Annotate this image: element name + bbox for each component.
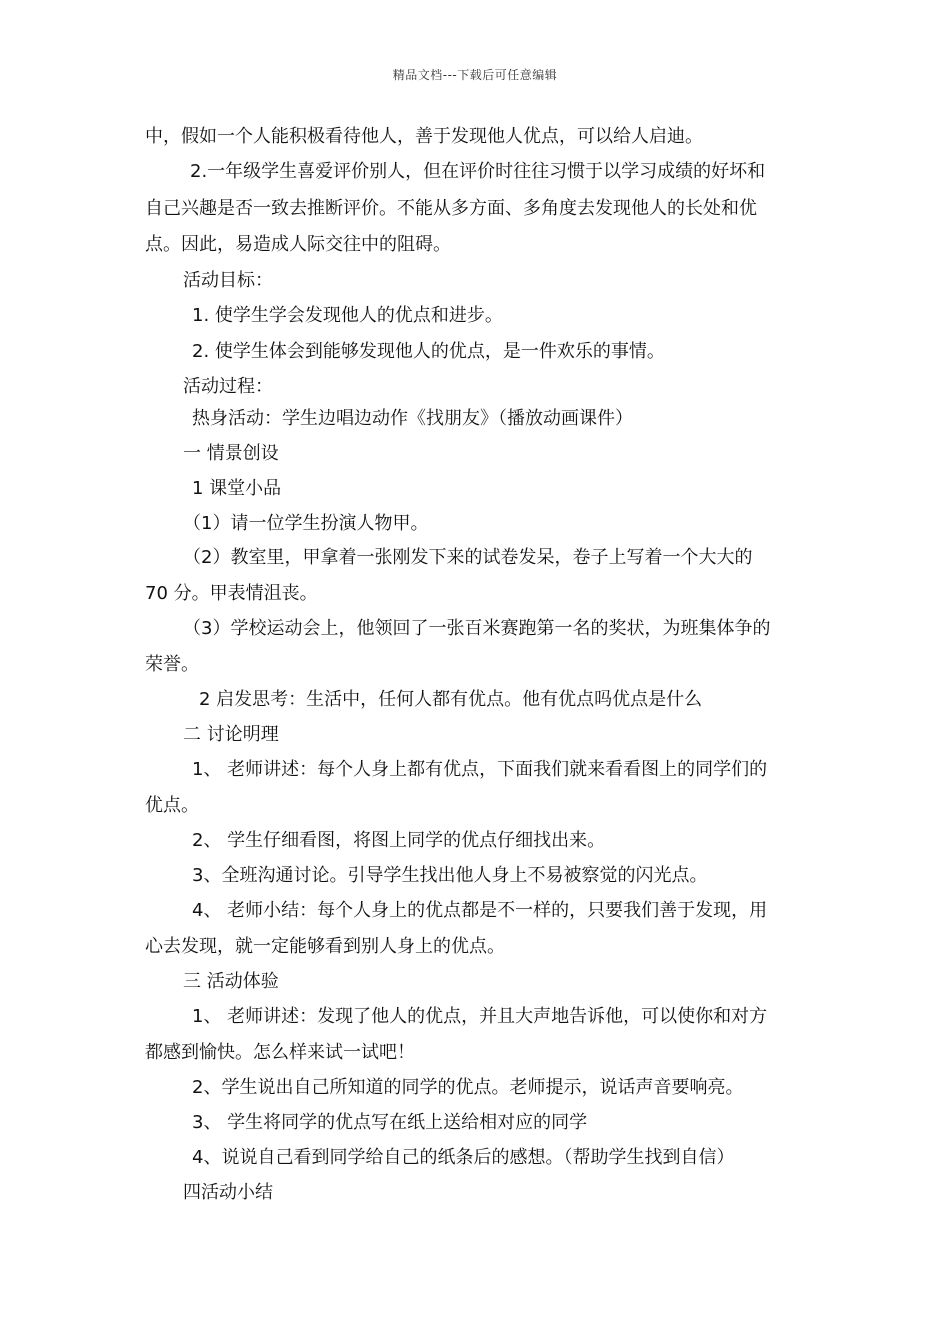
section-heading: 四活动小结 [183,1182,273,1203]
list-item: 1、 老师讲述：每个人身上都有优点，下面我们就来看看图上的同学们的 [192,759,768,780]
section-heading: 二 讨论明理 [183,724,279,745]
section-heading: 一 情景创设 [183,443,279,464]
paragraph-line: 荣誉。 [145,654,199,675]
list-item: 2、学生说出自己所知道的同学的优点。老师提示，说话声音要响亮。 [192,1077,744,1098]
subsection-heading: 1 课堂小品 [192,478,282,499]
paragraph-line: 点。因此，易造成人际交往中的阻碍。 [145,234,451,255]
paragraph-line: 自己兴趣是否一致去推断评价。不能从多方面、多角度去发现他人的长处和优 [145,198,757,219]
paragraph-line: 优点。 [145,795,199,816]
list-item: 3、全班沟通讨论。引导学生找出他人身上不易被察觉的闪光点。 [192,865,708,886]
section-label: 活动过程： [183,376,273,397]
section-label: 活动目标： [183,270,273,291]
list-item: 4、 老师小结：每个人身上的优点都是不一样的，只要我们善于发现，用 [192,900,768,921]
list-item: 4、说说自己看到同学给自己的纸条后的感想。（帮助学生找到自信） [192,1147,735,1168]
page-header: 精品文档---下载后可任意编辑 [392,68,558,82]
subsection-heading: 2 启发思考：生活中，任何人都有优点。他有优点吗优点是什么 [199,689,703,710]
paragraph-line: 70 分。甲表情沮丧。 [145,583,318,604]
paragraph-line: 热身活动：学生边唱边动作《找朋友》（播放动画课件） [192,408,633,429]
list-item: 2、 学生仔细看图，将图上同学的优点仔细找出来。 [192,830,606,851]
section-heading: 三 活动体验 [183,971,279,992]
paragraph-line: 中，假如一个人能积极看待他人，善于发现他人优点，可以给人启迪。 [145,126,703,147]
list-item: 2. 使学生体会到能够发现他人的优点，是一件欢乐的事情。 [192,341,665,362]
list-item: 3、 学生将同学的优点写在纸上送给相对应的同学 [192,1112,588,1133]
paragraph-line: 2.一年级学生喜爱评价别人，但在评价时往往习惯于以学习成绩的好坏和 [190,161,766,182]
paragraph-line: 心去发现，就一定能够看到别人身上的优点。 [145,936,505,957]
list-item: （1）请一位学生扮演人物甲。 [183,513,429,534]
list-item: （3）学校运动会上，他领回了一张百米赛跑第一名的奖状，为班集体争的 [183,618,771,639]
list-item: 1、 老师讲述：发现了他人的优点，并且大声地告诉他，可以使你和对方 [192,1006,768,1027]
list-item: （2）教室里，甲拿着一张刚发下来的试卷发呆，卷子上写着一个大大的 [183,547,753,568]
list-item: 1. 使学生学会发现他人的优点和进步。 [192,305,503,326]
paragraph-line: 都感到愉快。怎么样来试一试吧！ [145,1042,415,1063]
